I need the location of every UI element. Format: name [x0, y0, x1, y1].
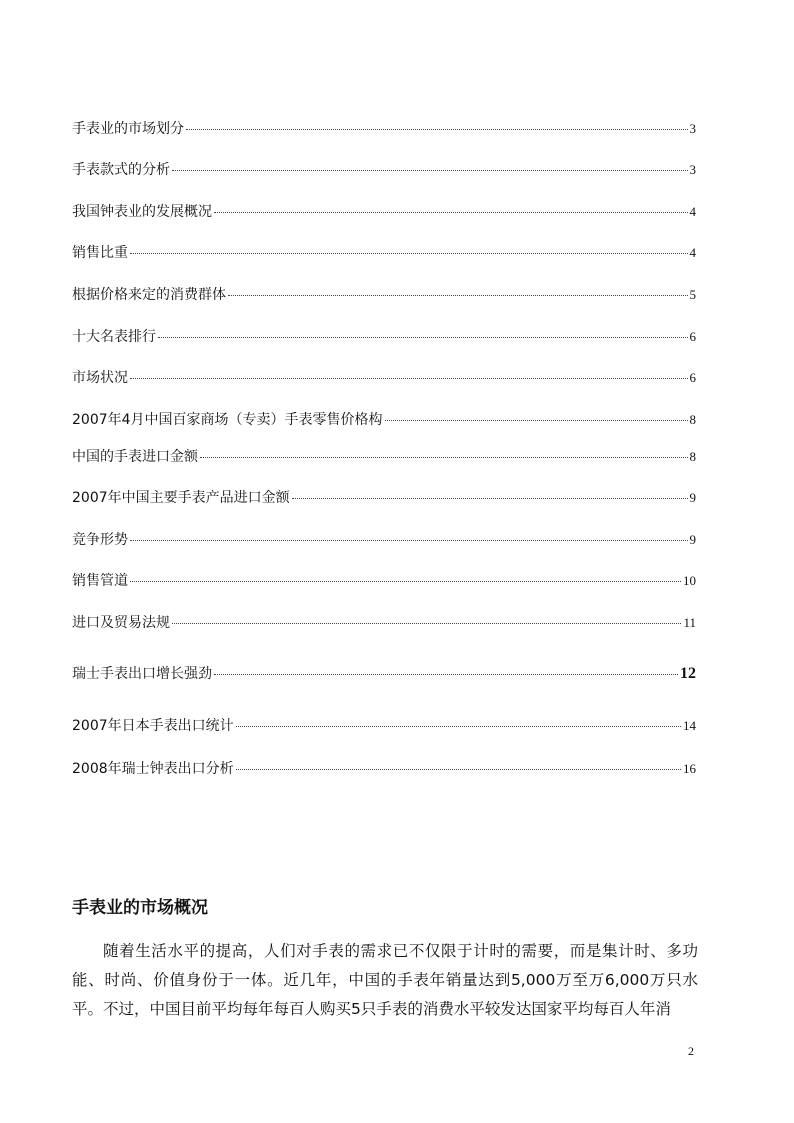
toc-entry-title: 中国的手表进口金额	[72, 449, 198, 465]
toc-entry-page: 11	[683, 615, 696, 630]
toc-leader-dots	[214, 212, 688, 213]
toc-entry	[72, 244, 696, 262]
toc-entry	[72, 369, 696, 387]
toc-leader-dots	[236, 769, 681, 770]
toc-entry	[72, 489, 696, 507]
toc-entry-page: 8	[689, 412, 696, 427]
toc-entry	[72, 448, 696, 466]
toc-entry	[72, 120, 696, 138]
toc-entry-title: 销售比重	[72, 245, 128, 261]
toc-leader-dots	[228, 295, 688, 296]
body-paragraph: 随着生活水平的提高，人们对手表的需求已不仅限于计时的需要，而是集计时、多功能、时尚、价值身份于一体。近几年，中国的手表年销量达到5,000万至万6,000万只水平。不过，中国目前平均每年每百人购买5只手表的消费水平较发达国家平均每百人年消	[72, 942, 698, 1018]
toc-leader-dots	[186, 129, 688, 130]
toc-entry-page: 4	[689, 245, 696, 260]
toc-entry-title: 2007年日本手表出口统计	[72, 718, 234, 734]
toc-entry-page: 10	[683, 573, 696, 588]
toc-entry-page: 14	[683, 718, 696, 733]
toc-leader-dots	[172, 170, 688, 171]
toc-entry-page: 6	[689, 329, 696, 344]
toc-entry-title: 竞争形势	[72, 532, 128, 548]
toc-entry-page: 16	[683, 761, 696, 776]
toc-entry-title: 市场状况	[72, 370, 128, 386]
toc-entry	[72, 614, 696, 632]
toc-entry-title: 进口及贸易法规	[72, 615, 170, 631]
toc-leader-dots	[236, 726, 681, 727]
toc-leader-dots	[130, 253, 688, 254]
toc-entry	[72, 328, 696, 346]
toc-leader-dots	[130, 581, 681, 582]
toc-entry-title: 销售管道	[72, 573, 128, 589]
toc-entry	[72, 717, 696, 735]
toc-leader-dots	[385, 420, 688, 421]
toc-leader-dots	[158, 337, 688, 338]
toc-entry-title: 手表业的市场划分	[72, 121, 184, 137]
toc-entry-title: 十大名表排行	[72, 329, 156, 345]
toc-entry-title: 瑞士手表出口增长强劲	[72, 666, 212, 682]
toc-entry-title: 根据价格来定的消费群体	[72, 287, 226, 303]
toc-leader-dots	[214, 674, 678, 675]
toc-entry-page: 12	[680, 665, 696, 682]
toc-entry-page: 9	[689, 490, 696, 505]
toc-entry	[72, 531, 696, 549]
toc-entry-page: 9	[689, 532, 696, 547]
toc-entry-title: 我国钟表业的发展概况	[72, 204, 212, 220]
toc-leader-dots	[292, 498, 688, 499]
toc-entry-title: 2007年4月中国百家商场（专卖）手表零售价格构	[72, 412, 383, 428]
toc-leader-dots	[172, 623, 681, 624]
toc-entry	[72, 572, 696, 590]
toc-entry-page: 4	[689, 204, 696, 219]
toc-entry	[72, 161, 696, 179]
page-number: 2	[688, 1044, 694, 1058]
toc-entry	[72, 665, 696, 683]
toc-leader-dots	[130, 540, 688, 541]
toc-entry	[72, 203, 696, 221]
toc-entry-title: 2007年中国主要手表产品进口金额	[72, 490, 290, 506]
toc-entry-page: 8	[689, 449, 696, 464]
toc-entry	[72, 411, 696, 429]
toc-entry-title: 2008年瑞士钟表出口分析	[72, 761, 234, 777]
section-heading: 手表业的市场概况	[72, 898, 208, 918]
toc-entry-title: 手表款式的分析	[72, 162, 170, 178]
toc-entry	[72, 760, 696, 778]
toc-leader-dots	[200, 457, 688, 458]
toc-entry-page: 3	[689, 121, 696, 136]
toc-leader-dots	[130, 378, 688, 379]
toc-entry-page: 6	[689, 370, 696, 385]
toc-entry-page: 3	[689, 162, 696, 177]
toc-entry	[72, 286, 696, 304]
toc-entry-page: 5	[689, 287, 696, 302]
